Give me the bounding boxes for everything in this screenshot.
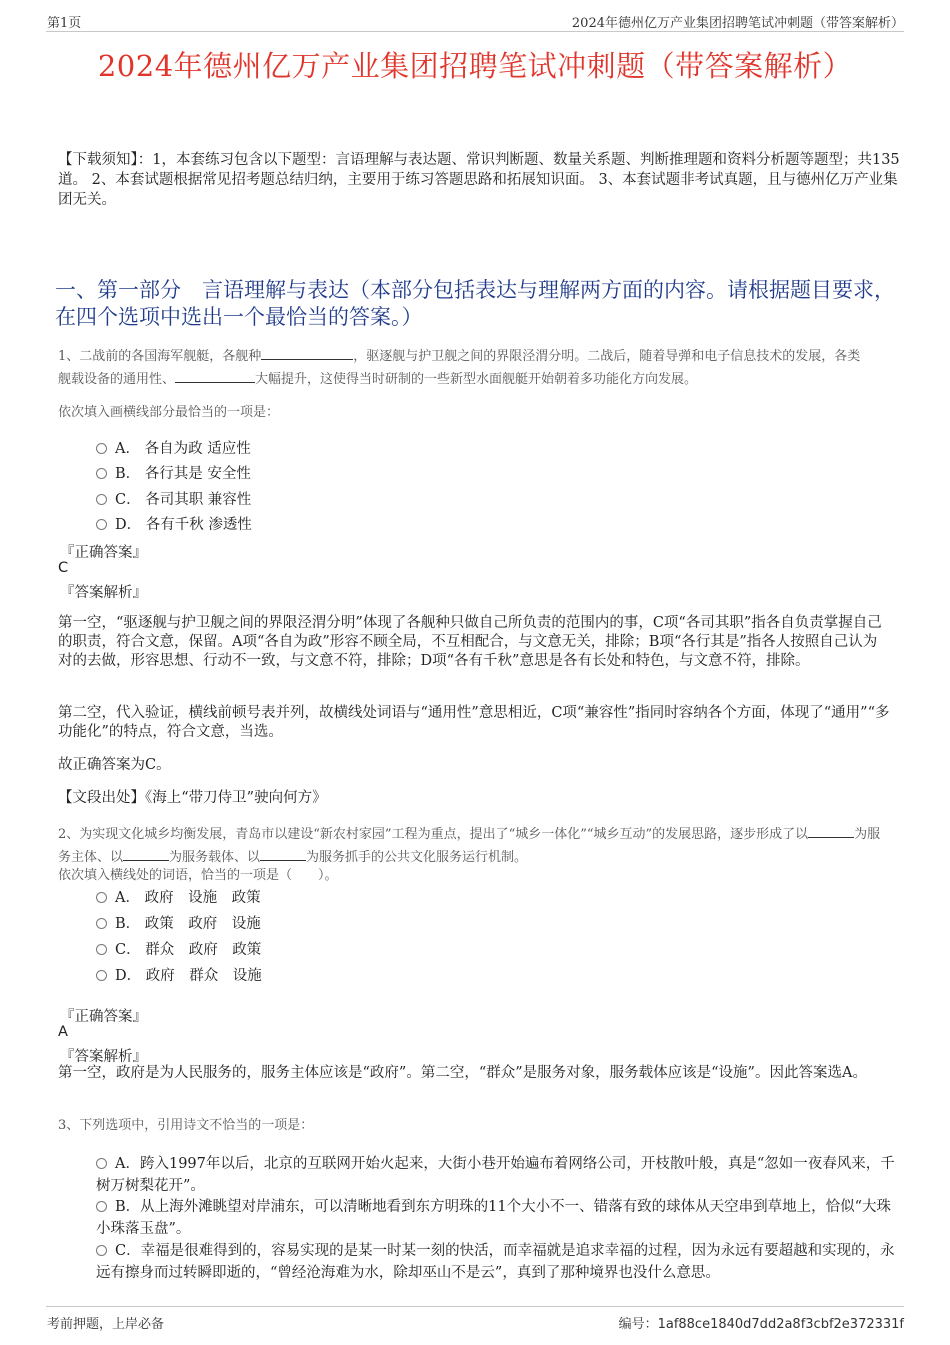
question-2-answer: A: [58, 1024, 68, 1040]
page-number: 第1页: [47, 16, 82, 31]
header-divider: [46, 31, 904, 32]
footer-slogan: 考前押题，上岸必备: [47, 1317, 165, 1332]
radio-button[interactable]: [96, 918, 107, 929]
fill-blank: [261, 345, 353, 360]
fill-blank: [260, 846, 306, 861]
footer-divider: [46, 1306, 904, 1307]
radio-button[interactable]: [96, 1201, 107, 1212]
radio-button[interactable]: [96, 519, 107, 530]
question-3-option-a[interactable]: A．跨入1997年以后，北京的互联网开始火起来，大街小巷开始遍布着网络公司，开枝散叶般，真是“忽如一夜春风来，千树万树梨花开”。: [96, 1156, 895, 1194]
radio-button[interactable]: [96, 468, 107, 479]
radio-button[interactable]: [96, 892, 107, 903]
question-2-analysis-label: 『答案解析』: [60, 1049, 147, 1065]
question-2-option-a[interactable]: A． 政府 设施 政策: [96, 886, 261, 907]
question-1-conclusion: 故正确答案为C。: [58, 757, 171, 773]
section-heading: 一、第一部分 言语理解与表达（本部分包括表达与理解两方面的内容。请根据题目要求，在四个选项中选出一个最恰当的答案。）: [55, 278, 895, 329]
question-1-stem: 1、二战前的各国海军舰艇，各舰种 ，驱逐舰与护卫舰之间的界限泾渭分明。二战后，随着导弹和电子信息技术的发展，各类 舰载设备的通用性、 大幅提升，这使得当时研制的一些新型水面舰艇开始朝着多功能化方向发展。: [58, 345, 900, 391]
radio-button[interactable]: [96, 944, 107, 955]
question-1-instruction: 依次填入画横线部分最恰当的一项是：: [58, 405, 280, 420]
question-1-option-c[interactable]: C． 各司其职 兼容性: [96, 488, 251, 509]
question-3-option-c[interactable]: C．幸福是很难得到的，容易实现的是某一时某一刻的快活，而幸福就是追求幸福的过程，因为永远有要超越和实现的，永远有擦身而过转瞬即逝的，“曾经沧海难为水，除却巫山不是云”，真到了那种境界也没什么意思。: [96, 1243, 895, 1281]
download-notice: 【下载须知】：1，本套练习包含以下题型：言语理解与表达题、常识判断题、数量关系题、判断推理题和资料分析题等题型；共135道。 2、本套试题根据常见招考题总结归纳，主要用于练习答题思路和拓展知识面。 3、本套试题非考试真题，且与德州亿万产业集团无关。: [58, 152, 900, 208]
radio-button[interactable]: [96, 970, 107, 981]
question-1-option-a[interactable]: A． 各自为政 适应性: [96, 437, 251, 458]
question-2-analysis-paragraph: 第一空，政府是为人民服务的，服务主体应该是“政府”。第二空，“群众”是服务对象，服务载体应该是“设施”。因此答案选A。: [58, 1065, 867, 1081]
question-1-answer-label: 『正确答案』: [60, 545, 147, 561]
question-3-stem: 3、下列选项中，引用诗文不恰当的一项是：: [58, 1118, 314, 1133]
question-3-option-b[interactable]: B．从上海外滩眺望对岸浦东，可以清晰地看到东方明珠的11个大小不一、错落有致的球体从天空串到草地上，恰似“大珠小珠落玉盘”。: [96, 1199, 892, 1237]
question-1-option-b[interactable]: B． 各行其是 安全性: [96, 462, 251, 483]
fill-blank: [175, 368, 255, 383]
question-1-analysis-paragraph: 第二空，代入验证，横线前顿号表并列，故横线处词语与“通用性”意思相近，C项“兼容性”指同时容纳各个方面，体现了“通用”“多功能化”的特点，符合文意，当选。: [58, 705, 890, 740]
question-1-analysis-label: 『答案解析』: [60, 585, 147, 601]
question-2-option-c[interactable]: C． 群众 政府 政策: [96, 938, 261, 959]
fill-blank: [123, 846, 169, 861]
question-2-option-b[interactable]: B． 政策 政府 设施: [96, 912, 261, 933]
radio-button[interactable]: [96, 1158, 107, 1169]
fill-blank: [808, 823, 854, 838]
radio-button[interactable]: [96, 1245, 107, 1256]
question-1-option-d[interactable]: D． 各有千秋 渗透性: [96, 513, 252, 534]
question-2-answer-label: 『正确答案』: [60, 1009, 147, 1025]
question-2-option-d[interactable]: D． 政府 群众 设施: [96, 964, 262, 985]
radio-button[interactable]: [96, 494, 107, 505]
question-2-stem: 2、为实现文化城乡均衡发展，青岛市以建设“新农村家园”工程为重点，提出了“城乡一体化”“城乡互动”的发展思路，逐步形成了以 为服 务主体、以 为服务载体、以 为服务抓手的公共文化服务运行机制。: [58, 823, 900, 869]
question-1-answer: C: [58, 560, 69, 576]
question-2-instruction: 依次填入横线处的词语，恰当的一项是（ ）。: [58, 868, 338, 883]
question-1-source: 【文段出处】《海上“带刀侍卫”驶向何方》: [58, 790, 327, 806]
document-title: 2024年德州亿万产业集团招聘笔试冲刺题（带答案解析）: [97, 49, 853, 83]
radio-button[interactable]: [96, 443, 107, 454]
document-code: 编号：1af88ce1840d7dd2a8f3cbf2e372331f: [618, 1317, 904, 1332]
question-1-analysis-paragraph: 第一空，“驱逐舰与护卫舰之间的界限泾渭分明”体现了各舰种只做自己所负责的范围内的事，C项“各司其职”指各自负责掌握自己的职责，符合文意，保留。A项“各自为政”形容不顾全局，不互相配合，与文意无关，排除；B项“各行其是”指各人按照自己认为对的去做，形容思想、行动不一致，与文意不符，排除；D项“各有千秋”意思是各有长处和特色，与文意不符，排除。: [58, 615, 882, 669]
running-title: 2024年德州亿万产业集团招聘笔试冲刺题（带答案解析）: [571, 16, 904, 31]
